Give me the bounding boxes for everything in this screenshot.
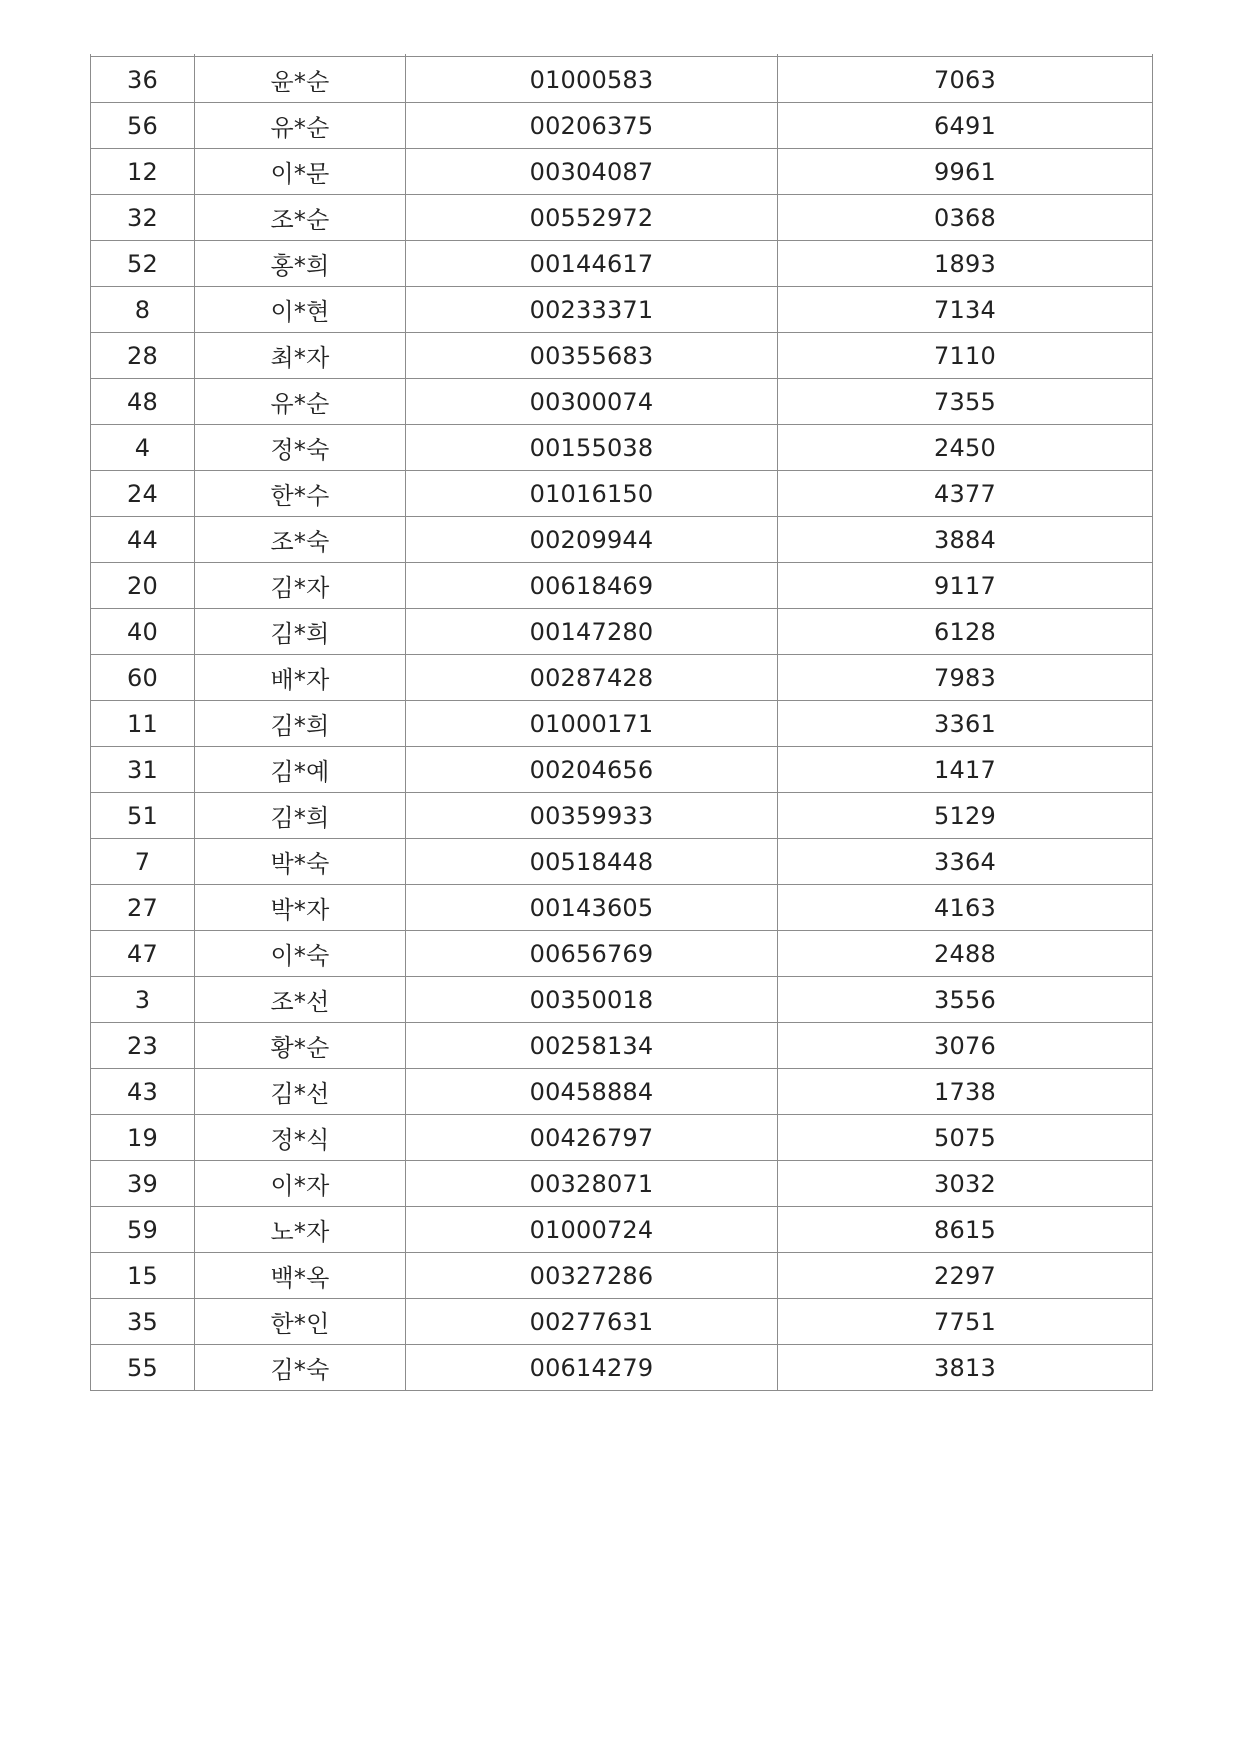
id-number-cell: 00304087 [406, 149, 778, 195]
code-cell: 3361 [778, 701, 1153, 747]
id-number-cell: 01016150 [406, 471, 778, 517]
id-number-cell: 00552972 [406, 195, 778, 241]
name-cell: 유*순 [195, 103, 406, 149]
code-cell: 6491 [778, 103, 1153, 149]
row-number-cell: 56 [91, 103, 195, 149]
name-cell: 박*자 [195, 885, 406, 931]
row-number-cell: 39 [91, 1161, 195, 1207]
row-number-cell: 51 [91, 793, 195, 839]
row-number-cell: 3 [91, 977, 195, 1023]
id-number-cell: 00287428 [406, 655, 778, 701]
name-cell: 최*자 [195, 333, 406, 379]
table-row [91, 563, 1153, 609]
name-cell: 조*순 [195, 195, 406, 241]
id-number-cell: 00233371 [406, 287, 778, 333]
table-row [91, 655, 1153, 701]
row-number-cell: 32 [91, 195, 195, 241]
id-number-cell: 00458884 [406, 1069, 778, 1115]
code-cell: 8615 [778, 1207, 1153, 1253]
name-cell: 한*수 [195, 471, 406, 517]
code-cell: 7355 [778, 379, 1153, 425]
row-number-cell: 40 [91, 609, 195, 655]
row-number-cell: 35 [91, 1299, 195, 1345]
row-number-cell: 23 [91, 1023, 195, 1069]
id-number-cell: 00300074 [406, 379, 778, 425]
table-row [91, 793, 1153, 839]
id-number-cell: 00204656 [406, 747, 778, 793]
row-number-cell: 7 [91, 839, 195, 885]
code-cell: 3076 [778, 1023, 1153, 1069]
id-number-cell: 00618469 [406, 563, 778, 609]
name-cell: 백*옥 [195, 1253, 406, 1299]
id-number-cell: 01000583 [406, 57, 778, 103]
name-cell: 김*희 [195, 793, 406, 839]
code-cell: 9117 [778, 563, 1153, 609]
id-number-cell: 01000724 [406, 1207, 778, 1253]
row-number-cell: 27 [91, 885, 195, 931]
table-row [91, 425, 1153, 471]
table-body [91, 57, 1153, 1391]
name-cell: 김*예 [195, 747, 406, 793]
code-cell: 2488 [778, 931, 1153, 977]
id-number-cell: 00258134 [406, 1023, 778, 1069]
name-cell: 한*인 [195, 1299, 406, 1345]
name-cell: 조*숙 [195, 517, 406, 563]
row-number-cell: 28 [91, 333, 195, 379]
code-cell: 5075 [778, 1115, 1153, 1161]
table-border-stub [405, 54, 406, 60]
id-number-cell: 00426797 [406, 1115, 778, 1161]
name-cell: 윤*순 [195, 57, 406, 103]
row-number-cell: 12 [91, 149, 195, 195]
row-number-cell: 36 [91, 57, 195, 103]
id-number-cell: 00656769 [406, 931, 778, 977]
id-number-cell: 00614279 [406, 1345, 778, 1391]
code-cell: 9961 [778, 149, 1153, 195]
row-number-cell: 59 [91, 1207, 195, 1253]
table-border-stub [90, 54, 91, 60]
table-row [91, 517, 1153, 563]
table-row [91, 1253, 1153, 1299]
code-cell: 1738 [778, 1069, 1153, 1115]
table-row [91, 103, 1153, 149]
id-number-cell: 00327286 [406, 1253, 778, 1299]
table-row [91, 1161, 1153, 1207]
winners-table-container [90, 56, 1152, 1391]
code-cell: 7110 [778, 333, 1153, 379]
row-number-cell: 15 [91, 1253, 195, 1299]
id-number-cell: 00209944 [406, 517, 778, 563]
id-number-cell: 00206375 [406, 103, 778, 149]
table-row [91, 57, 1153, 103]
table-row [91, 701, 1153, 747]
table-row [91, 1115, 1153, 1161]
winners-table [90, 56, 1153, 1391]
table-border-stub [777, 54, 778, 60]
id-number-cell: 00277631 [406, 1299, 778, 1345]
name-cell: 정*숙 [195, 425, 406, 471]
name-cell: 황*순 [195, 1023, 406, 1069]
code-cell: 3884 [778, 517, 1153, 563]
name-cell: 김*자 [195, 563, 406, 609]
table-row [91, 287, 1153, 333]
name-cell: 노*자 [195, 1207, 406, 1253]
row-number-cell: 31 [91, 747, 195, 793]
code-cell: 5129 [778, 793, 1153, 839]
id-number-cell: 01000171 [406, 701, 778, 747]
id-number-cell: 00355683 [406, 333, 778, 379]
name-cell: 김*숙 [195, 1345, 406, 1391]
table-row [91, 195, 1153, 241]
name-cell: 정*식 [195, 1115, 406, 1161]
row-number-cell: 60 [91, 655, 195, 701]
code-cell: 0368 [778, 195, 1153, 241]
id-number-cell: 00359933 [406, 793, 778, 839]
row-number-cell: 52 [91, 241, 195, 287]
id-number-cell: 00147280 [406, 609, 778, 655]
row-number-cell: 44 [91, 517, 195, 563]
name-cell: 홍*희 [195, 241, 406, 287]
id-number-cell: 00143605 [406, 885, 778, 931]
table-row [91, 1345, 1153, 1391]
table-row [91, 1207, 1153, 1253]
name-cell: 조*선 [195, 977, 406, 1023]
table-row [91, 1299, 1153, 1345]
code-cell: 1893 [778, 241, 1153, 287]
table-row [91, 241, 1153, 287]
table-row [91, 609, 1153, 655]
code-cell: 7751 [778, 1299, 1153, 1345]
name-cell: 박*숙 [195, 839, 406, 885]
table-row [91, 1069, 1153, 1115]
code-cell: 3556 [778, 977, 1153, 1023]
row-number-cell: 55 [91, 1345, 195, 1391]
code-cell: 4377 [778, 471, 1153, 517]
code-cell: 7063 [778, 57, 1153, 103]
code-cell: 3032 [778, 1161, 1153, 1207]
name-cell: 이*현 [195, 287, 406, 333]
row-number-cell: 8 [91, 287, 195, 333]
id-number-cell: 00144617 [406, 241, 778, 287]
row-number-cell: 47 [91, 931, 195, 977]
table-row [91, 379, 1153, 425]
row-number-cell: 11 [91, 701, 195, 747]
table-row [91, 1023, 1153, 1069]
table-row [91, 839, 1153, 885]
code-cell: 1417 [778, 747, 1153, 793]
id-number-cell: 00350018 [406, 977, 778, 1023]
code-cell: 7134 [778, 287, 1153, 333]
table-row [91, 931, 1153, 977]
name-cell: 이*문 [195, 149, 406, 195]
row-number-cell: 19 [91, 1115, 195, 1161]
name-cell: 이*자 [195, 1161, 406, 1207]
name-cell: 배*자 [195, 655, 406, 701]
table-row [91, 977, 1153, 1023]
row-number-cell: 43 [91, 1069, 195, 1115]
row-number-cell: 48 [91, 379, 195, 425]
code-cell: 2297 [778, 1253, 1153, 1299]
row-number-cell: 24 [91, 471, 195, 517]
code-cell: 3364 [778, 839, 1153, 885]
name-cell: 김*희 [195, 609, 406, 655]
row-number-cell: 20 [91, 563, 195, 609]
name-cell: 유*순 [195, 379, 406, 425]
id-number-cell: 00155038 [406, 425, 778, 471]
name-cell: 김*희 [195, 701, 406, 747]
table-row [91, 333, 1153, 379]
table-row [91, 747, 1153, 793]
name-cell: 김*선 [195, 1069, 406, 1115]
code-cell: 3813 [778, 1345, 1153, 1391]
code-cell: 4163 [778, 885, 1153, 931]
id-number-cell: 00518448 [406, 839, 778, 885]
table-border-stub [1152, 54, 1153, 60]
code-cell: 6128 [778, 609, 1153, 655]
table-row [91, 471, 1153, 517]
table-row [91, 885, 1153, 931]
table-row [91, 149, 1153, 195]
code-cell: 7983 [778, 655, 1153, 701]
code-cell: 2450 [778, 425, 1153, 471]
id-number-cell: 00328071 [406, 1161, 778, 1207]
name-cell: 이*숙 [195, 931, 406, 977]
table-border-stub [194, 54, 195, 60]
row-number-cell: 4 [91, 425, 195, 471]
